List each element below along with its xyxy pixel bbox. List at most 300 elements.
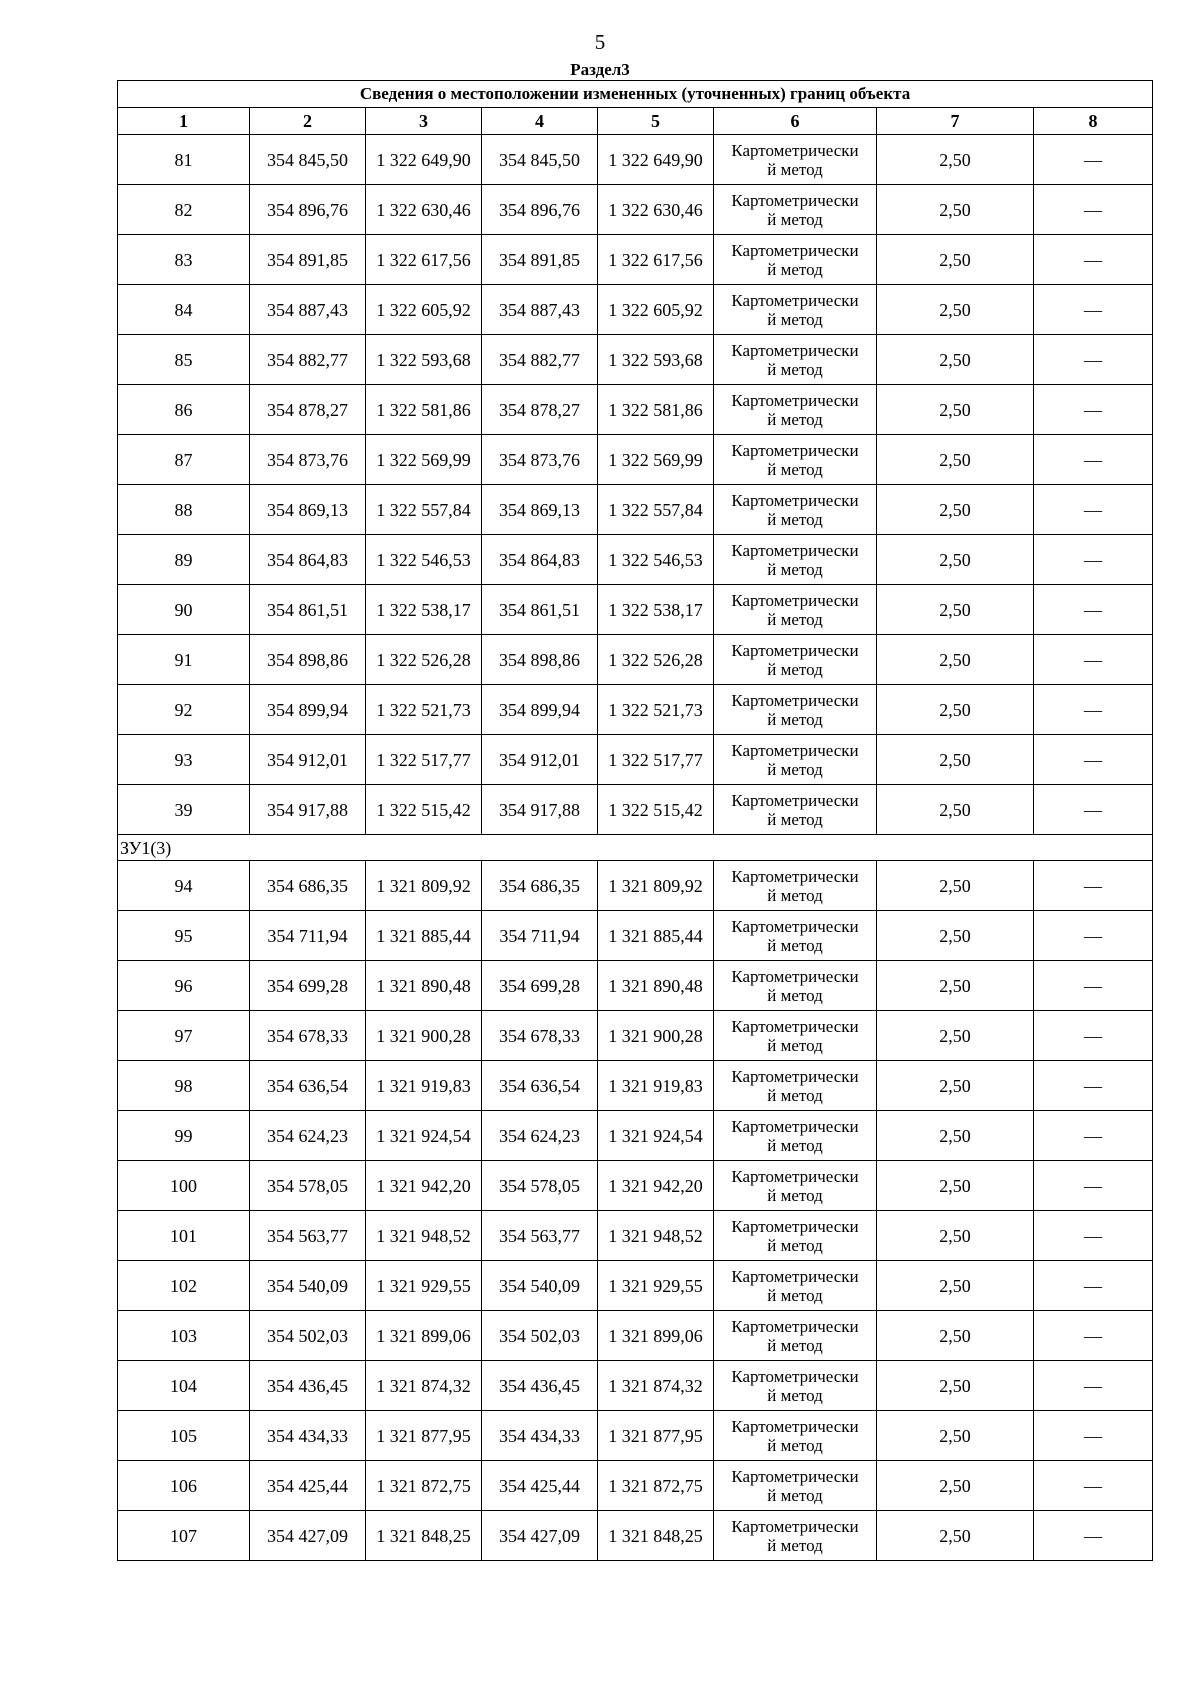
- empty-cell: [1034, 335, 1153, 385]
- method-line-2: й метод: [767, 509, 823, 529]
- existing-y-cell: 1 322 649,90: [366, 135, 482, 185]
- point-number-cell: 89: [118, 535, 250, 585]
- point-number-cell: 90: [118, 585, 250, 635]
- new-y-cell: 1 322 569,99: [598, 435, 714, 485]
- empty-mark: —: [1084, 1525, 1103, 1546]
- table-row: [118, 1461, 1153, 1511]
- empty-cell: [1034, 911, 1153, 961]
- method-line-1: Картометрически: [731, 1316, 859, 1336]
- precision-cell: 2,50: [877, 861, 1034, 911]
- method-cell: [714, 1111, 877, 1161]
- method-cell: [714, 435, 877, 485]
- new-y-cell: 1 322 557,84: [598, 485, 714, 535]
- method-line-1: Картометрически: [731, 1516, 859, 1536]
- method-line-2: й метод: [767, 1185, 823, 1205]
- group-row: [118, 835, 1153, 861]
- method-cell: [714, 911, 877, 961]
- precision-cell: 2,50: [877, 1211, 1034, 1261]
- existing-y-cell: 1 321 929,55: [366, 1261, 482, 1311]
- new-y-cell: 1 321 948,52: [598, 1211, 714, 1261]
- method-line-1: Картометрически: [731, 1066, 859, 1086]
- new-x-cell: 354 636,54: [482, 1061, 598, 1111]
- empty-cell: [1034, 385, 1153, 435]
- existing-y-cell: 1 321 900,28: [366, 1011, 482, 1061]
- method-cell: [714, 485, 877, 535]
- precision-cell: 2,50: [877, 1461, 1034, 1511]
- method-line-2: й метод: [767, 1235, 823, 1255]
- new-x-cell: 354 878,27: [482, 385, 598, 435]
- method-cell: [714, 685, 877, 735]
- empty-cell: [1034, 735, 1153, 785]
- empty-mark: —: [1084, 1475, 1103, 1496]
- empty-mark: —: [1084, 799, 1103, 820]
- new-x-cell: 354 891,85: [482, 235, 598, 285]
- empty-mark: —: [1084, 1225, 1103, 1246]
- point-number-cell: 100: [118, 1161, 250, 1211]
- point-number-cell: 83: [118, 235, 250, 285]
- empty-cell: [1034, 435, 1153, 485]
- table-row: [118, 685, 1153, 735]
- point-number-cell: 104: [118, 1361, 250, 1411]
- point-number-cell: 102: [118, 1261, 250, 1311]
- new-y-cell: 1 322 515,42: [598, 785, 714, 835]
- precision-cell: 2,50: [877, 1011, 1034, 1061]
- empty-cell: [1034, 135, 1153, 185]
- table-row: [118, 1511, 1153, 1561]
- existing-x-cell: 354 873,76: [250, 435, 366, 485]
- new-x-cell: 354 502,03: [482, 1311, 598, 1361]
- group-label: ЗУ1(3): [118, 835, 1153, 861]
- existing-y-cell: 1 321 942,20: [366, 1161, 482, 1211]
- existing-y-cell: 1 322 557,84: [366, 485, 482, 535]
- existing-x-cell: 354 540,09: [250, 1261, 366, 1311]
- precision-cell: 2,50: [877, 335, 1034, 385]
- new-y-cell: 1 321 899,06: [598, 1311, 714, 1361]
- precision-cell: 2,50: [877, 185, 1034, 235]
- empty-cell: [1034, 635, 1153, 685]
- method-cell: [714, 961, 877, 1011]
- new-y-cell: 1 321 924,54: [598, 1111, 714, 1161]
- method-line-1: Картометрически: [731, 740, 859, 760]
- method-cell: [714, 385, 877, 435]
- method-line-2: й метод: [767, 259, 823, 279]
- precision-cell: 2,50: [877, 235, 1034, 285]
- method-line-1: Картометрически: [731, 1116, 859, 1136]
- empty-cell: [1034, 185, 1153, 235]
- method-line-1: Картометрически: [731, 866, 859, 886]
- precision-cell: 2,50: [877, 435, 1034, 485]
- new-x-cell: 354 887,43: [482, 285, 598, 335]
- point-number-cell: 98: [118, 1061, 250, 1111]
- new-x-cell: 354 436,45: [482, 1361, 598, 1411]
- existing-y-cell: 1 322 521,73: [366, 685, 482, 735]
- table-row: [118, 535, 1153, 585]
- existing-y-cell: 1 322 546,53: [366, 535, 482, 585]
- new-x-cell: 354 578,05: [482, 1161, 598, 1211]
- method-line-2: й метод: [767, 159, 823, 179]
- method-line-1: Картометрически: [731, 790, 859, 810]
- empty-cell: [1034, 1011, 1153, 1061]
- method-line-1: Картометрически: [731, 1466, 859, 1486]
- method-line-1: Картометрически: [731, 190, 859, 210]
- table-row: [118, 135, 1153, 185]
- table-row: [118, 485, 1153, 535]
- method-line-2: й метод: [767, 985, 823, 1005]
- empty-mark: —: [1084, 1425, 1103, 1446]
- existing-x-cell: 354 899,94: [250, 685, 366, 735]
- existing-y-cell: 1 321 948,52: [366, 1211, 482, 1261]
- method-cell: [714, 1161, 877, 1211]
- empty-mark: —: [1084, 1075, 1103, 1096]
- method-cell: [714, 1511, 877, 1561]
- new-y-cell: 1 321 900,28: [598, 1011, 714, 1061]
- point-number-cell: 88: [118, 485, 250, 535]
- existing-y-cell: 1 321 899,06: [366, 1311, 482, 1361]
- precision-cell: 2,50: [877, 1311, 1034, 1361]
- existing-y-cell: 1 321 885,44: [366, 911, 482, 961]
- existing-x-cell: 354 912,01: [250, 735, 366, 785]
- empty-cell: [1034, 785, 1153, 835]
- point-number-cell: 96: [118, 961, 250, 1011]
- precision-cell: 2,50: [877, 1411, 1034, 1461]
- existing-x-cell: 354 891,85: [250, 235, 366, 285]
- method-line-1: Картометрически: [731, 390, 859, 410]
- method-cell: [714, 1261, 877, 1311]
- point-number-cell: 94: [118, 861, 250, 911]
- existing-x-cell: 354 686,35: [250, 861, 366, 911]
- new-x-cell: 354 882,77: [482, 335, 598, 385]
- new-y-cell: 1 322 526,28: [598, 635, 714, 685]
- table-header-row: [118, 108, 1153, 135]
- empty-mark: —: [1084, 399, 1103, 420]
- method-cell: [714, 535, 877, 585]
- new-x-cell: 354 861,51: [482, 585, 598, 635]
- new-y-cell: 1 322 630,46: [598, 185, 714, 235]
- column-header: 6: [714, 108, 877, 135]
- empty-cell: [1034, 1211, 1153, 1261]
- existing-y-cell: 1 322 569,99: [366, 435, 482, 485]
- method-line-2: й метод: [767, 359, 823, 379]
- table-row: [118, 735, 1153, 785]
- empty-mark: —: [1084, 649, 1103, 670]
- empty-mark: —: [1084, 1175, 1103, 1196]
- table-row: [118, 1161, 1153, 1211]
- column-header: 8: [1034, 108, 1153, 135]
- method-line-1: Картометрически: [731, 590, 859, 610]
- method-line-2: й метод: [767, 1035, 823, 1055]
- method-line-1: Картометрически: [731, 1366, 859, 1386]
- method-line-2: й метод: [767, 559, 823, 579]
- method-cell: [714, 1461, 877, 1511]
- method-line-1: Картометрически: [731, 1016, 859, 1036]
- method-line-2: й метод: [767, 1385, 823, 1405]
- table-row: [118, 1211, 1153, 1261]
- empty-cell: [1034, 1161, 1153, 1211]
- method-cell: [714, 335, 877, 385]
- table-title: Сведения о местоположении измененных (уточненных) границ объекта: [118, 81, 1153, 108]
- method-line-1: Картометрически: [731, 690, 859, 710]
- empty-mark: —: [1084, 875, 1103, 896]
- new-y-cell: 1 322 538,17: [598, 585, 714, 635]
- empty-cell: [1034, 1311, 1153, 1361]
- existing-y-cell: 1 321 874,32: [366, 1361, 482, 1411]
- method-line-1: Картометрически: [731, 340, 859, 360]
- empty-mark: —: [1084, 199, 1103, 220]
- page-number: 5: [594, 30, 606, 54]
- existing-y-cell: 1 322 630,46: [366, 185, 482, 235]
- point-number-cell: 99: [118, 1111, 250, 1161]
- existing-y-cell: 1 322 593,68: [366, 335, 482, 385]
- precision-cell: 2,50: [877, 1361, 1034, 1411]
- existing-y-cell: 1 322 605,92: [366, 285, 482, 335]
- empty-cell: [1034, 1111, 1153, 1161]
- column-header: 5: [598, 108, 714, 135]
- empty-cell: [1034, 1361, 1153, 1411]
- empty-cell: [1034, 535, 1153, 585]
- point-number-cell: 87: [118, 435, 250, 485]
- point-number-cell: 92: [118, 685, 250, 735]
- method-line-2: й метод: [767, 1435, 823, 1455]
- empty-mark: —: [1084, 1025, 1103, 1046]
- precision-cell: 2,50: [877, 135, 1034, 185]
- existing-x-cell: 354 425,44: [250, 1461, 366, 1511]
- empty-mark: —: [1084, 1325, 1103, 1346]
- empty-cell: [1034, 1411, 1153, 1461]
- empty-cell: [1034, 685, 1153, 735]
- empty-cell: [1034, 861, 1153, 911]
- method-line-2: й метод: [767, 1285, 823, 1305]
- empty-cell: [1034, 285, 1153, 335]
- method-line-2: й метод: [767, 209, 823, 229]
- point-number-cell: 39: [118, 785, 250, 835]
- new-x-cell: 354 624,23: [482, 1111, 598, 1161]
- point-number-cell: 86: [118, 385, 250, 435]
- existing-x-cell: 354 861,51: [250, 585, 366, 635]
- method-cell: [714, 1411, 877, 1461]
- empty-mark: —: [1084, 549, 1103, 570]
- existing-x-cell: 354 711,94: [250, 911, 366, 961]
- point-number-cell: 97: [118, 1011, 250, 1061]
- precision-cell: 2,50: [877, 1261, 1034, 1311]
- column-header: 3: [366, 108, 482, 135]
- point-number-cell: 103: [118, 1311, 250, 1361]
- existing-y-cell: 1 322 538,17: [366, 585, 482, 635]
- new-x-cell: 354 540,09: [482, 1261, 598, 1311]
- empty-mark: —: [1084, 1375, 1103, 1396]
- precision-cell: 2,50: [877, 485, 1034, 535]
- existing-x-cell: 354 887,43: [250, 285, 366, 335]
- new-x-cell: 354 563,77: [482, 1211, 598, 1261]
- new-y-cell: 1 322 605,92: [598, 285, 714, 335]
- new-x-cell: 354 427,09: [482, 1511, 598, 1561]
- existing-y-cell: 1 322 617,56: [366, 235, 482, 285]
- new-x-cell: 354 873,76: [482, 435, 598, 485]
- method-line-2: й метод: [767, 1135, 823, 1155]
- table-row: [118, 1011, 1153, 1061]
- method-line-1: Картометрически: [731, 440, 859, 460]
- method-line-1: Картометрически: [731, 916, 859, 936]
- existing-y-cell: 1 322 517,77: [366, 735, 482, 785]
- empty-cell: [1034, 1061, 1153, 1111]
- existing-y-cell: 1 321 924,54: [366, 1111, 482, 1161]
- table-row: [118, 285, 1153, 335]
- existing-x-cell: 354 502,03: [250, 1311, 366, 1361]
- empty-cell: [1034, 1461, 1153, 1511]
- precision-cell: 2,50: [877, 635, 1034, 685]
- new-y-cell: 1 322 581,86: [598, 385, 714, 435]
- method-cell: [714, 185, 877, 235]
- point-number-cell: 81: [118, 135, 250, 185]
- table-row: [118, 1261, 1153, 1311]
- method-line-2: й метод: [767, 759, 823, 779]
- empty-mark: —: [1084, 975, 1103, 996]
- empty-mark: —: [1084, 449, 1103, 470]
- method-line-1: Картометрически: [731, 490, 859, 510]
- method-line-1: Картометрически: [731, 1166, 859, 1186]
- new-x-cell: 354 699,28: [482, 961, 598, 1011]
- precision-cell: 2,50: [877, 385, 1034, 435]
- existing-y-cell: 1 322 526,28: [366, 635, 482, 685]
- method-cell: [714, 585, 877, 635]
- precision-cell: 2,50: [877, 911, 1034, 961]
- method-line-2: й метод: [767, 885, 823, 905]
- new-y-cell: 1 321 848,25: [598, 1511, 714, 1561]
- new-y-cell: 1 322 649,90: [598, 135, 714, 185]
- method-line-2: й метод: [767, 1335, 823, 1355]
- new-x-cell: 354 864,83: [482, 535, 598, 585]
- existing-x-cell: 354 563,77: [250, 1211, 366, 1261]
- point-number-cell: 91: [118, 635, 250, 685]
- method-cell: [714, 861, 877, 911]
- existing-y-cell: 1 321 872,75: [366, 1461, 482, 1511]
- precision-cell: 2,50: [877, 1161, 1034, 1211]
- precision-cell: 2,50: [877, 785, 1034, 835]
- new-x-cell: 354 896,76: [482, 185, 598, 235]
- precision-cell: 2,50: [877, 1061, 1034, 1111]
- column-header: 1: [118, 108, 250, 135]
- empty-mark: —: [1084, 299, 1103, 320]
- empty-mark: —: [1084, 699, 1103, 720]
- method-line-2: й метод: [767, 609, 823, 629]
- existing-y-cell: 1 321 877,95: [366, 1411, 482, 1461]
- method-cell: [714, 1061, 877, 1111]
- precision-cell: 2,50: [877, 535, 1034, 585]
- method-line-2: й метод: [767, 809, 823, 829]
- existing-x-cell: 354 864,83: [250, 535, 366, 585]
- existing-x-cell: 354 636,54: [250, 1061, 366, 1111]
- precision-cell: 2,50: [877, 1511, 1034, 1561]
- existing-x-cell: 354 624,23: [250, 1111, 366, 1161]
- table-row: [118, 961, 1153, 1011]
- empty-mark: —: [1084, 1125, 1103, 1146]
- precision-cell: 2,50: [877, 961, 1034, 1011]
- new-x-cell: 354 898,86: [482, 635, 598, 685]
- table-row: [118, 435, 1153, 485]
- column-header: 7: [877, 108, 1034, 135]
- point-number-cell: 93: [118, 735, 250, 785]
- boundary-coordinates-table: [117, 80, 1153, 1561]
- method-cell: [714, 1361, 877, 1411]
- table-row: [118, 385, 1153, 435]
- new-x-cell: 354 917,88: [482, 785, 598, 835]
- new-y-cell: 1 321 872,75: [598, 1461, 714, 1511]
- existing-y-cell: 1 322 515,42: [366, 785, 482, 835]
- existing-x-cell: 354 917,88: [250, 785, 366, 835]
- precision-cell: 2,50: [877, 1111, 1034, 1161]
- point-number-cell: 82: [118, 185, 250, 235]
- existing-x-cell: 354 898,86: [250, 635, 366, 685]
- method-line-1: Картометрически: [731, 1416, 859, 1436]
- precision-cell: 2,50: [877, 685, 1034, 735]
- empty-mark: —: [1084, 1275, 1103, 1296]
- method-line-1: Картометрически: [731, 1216, 859, 1236]
- method-line-2: й метод: [767, 1535, 823, 1555]
- method-line-1: Картометрически: [731, 1266, 859, 1286]
- precision-cell: 2,50: [877, 285, 1034, 335]
- empty-cell: [1034, 961, 1153, 1011]
- existing-x-cell: 354 578,05: [250, 1161, 366, 1211]
- new-x-cell: 354 686,35: [482, 861, 598, 911]
- table-row: [118, 911, 1153, 961]
- method-line-2: й метод: [767, 459, 823, 479]
- existing-x-cell: 354 882,77: [250, 335, 366, 385]
- new-y-cell: 1 321 809,92: [598, 861, 714, 911]
- method-line-2: й метод: [767, 309, 823, 329]
- method-line-1: Картометрически: [731, 640, 859, 660]
- new-x-cell: 354 678,33: [482, 1011, 598, 1061]
- table-row: [118, 1311, 1153, 1361]
- table-row: [118, 861, 1153, 911]
- table-row: [118, 635, 1153, 685]
- empty-mark: —: [1084, 249, 1103, 270]
- new-y-cell: 1 322 546,53: [598, 535, 714, 585]
- existing-y-cell: 1 321 919,83: [366, 1061, 482, 1111]
- method-line-1: Картометрически: [731, 240, 859, 260]
- method-cell: [714, 735, 877, 785]
- empty-mark: —: [1084, 349, 1103, 370]
- new-x-cell: 354 845,50: [482, 135, 598, 185]
- precision-cell: 2,50: [877, 585, 1034, 635]
- new-y-cell: 1 322 617,56: [598, 235, 714, 285]
- empty-cell: [1034, 1511, 1153, 1561]
- method-line-2: й метод: [767, 935, 823, 955]
- empty-cell: [1034, 1261, 1153, 1311]
- new-y-cell: 1 322 593,68: [598, 335, 714, 385]
- point-number-cell: 107: [118, 1511, 250, 1561]
- method-cell: [714, 1311, 877, 1361]
- existing-x-cell: 354 699,28: [250, 961, 366, 1011]
- method-line-1: Картометрически: [731, 140, 859, 160]
- point-number-cell: 84: [118, 285, 250, 335]
- new-y-cell: 1 321 929,55: [598, 1261, 714, 1311]
- table-row: [118, 785, 1153, 835]
- table-body: [118, 81, 1153, 1561]
- existing-y-cell: 1 322 581,86: [366, 385, 482, 435]
- method-line-1: Картометрически: [731, 290, 859, 310]
- method-cell: [714, 135, 877, 185]
- existing-x-cell: 354 878,27: [250, 385, 366, 435]
- existing-y-cell: 1 321 809,92: [366, 861, 482, 911]
- method-cell: [714, 635, 877, 685]
- column-header: 2: [250, 108, 366, 135]
- new-y-cell: 1 321 890,48: [598, 961, 714, 1011]
- empty-mark: —: [1084, 499, 1103, 520]
- section-title: Раздел3: [570, 60, 630, 79]
- existing-x-cell: 354 427,09: [250, 1511, 366, 1561]
- new-x-cell: 354 869,13: [482, 485, 598, 535]
- new-x-cell: 354 899,94: [482, 685, 598, 735]
- new-y-cell: 1 321 942,20: [598, 1161, 714, 1211]
